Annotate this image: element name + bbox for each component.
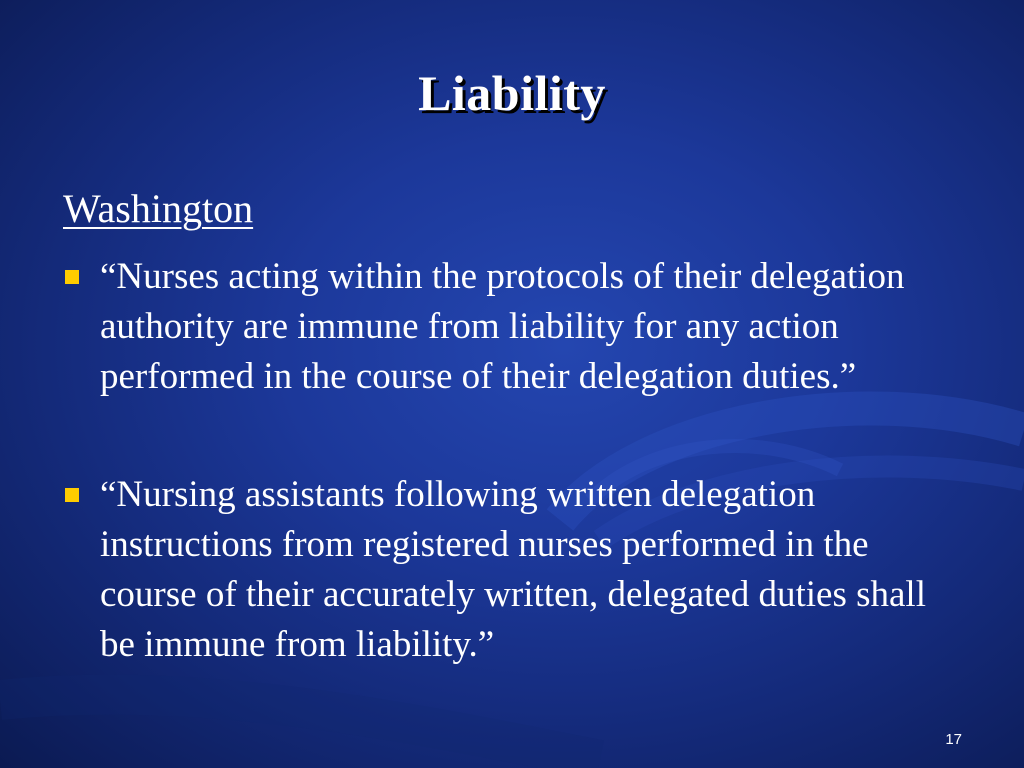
bullet-list [62, 252, 962, 670]
slide-title: Liability [418, 65, 606, 121]
section-subheading: Washington [63, 186, 254, 231]
bullet-text: “Nursing assistants following written delegation instructions from registered nurses performed in the course of their accurately written, delegated duties shall be immune from liability.” [100, 474, 926, 665]
bullet-text: “Nurses acting within the protocols of their delegation authority are immune from liability for any action performed in the course of their delegation duties.” [100, 256, 905, 397]
bullet-item [62, 470, 962, 670]
bullet-item [62, 252, 962, 402]
square-bullet-icon [65, 270, 79, 284]
square-bullet-icon [65, 488, 79, 502]
slide-number: 17 [945, 731, 962, 748]
